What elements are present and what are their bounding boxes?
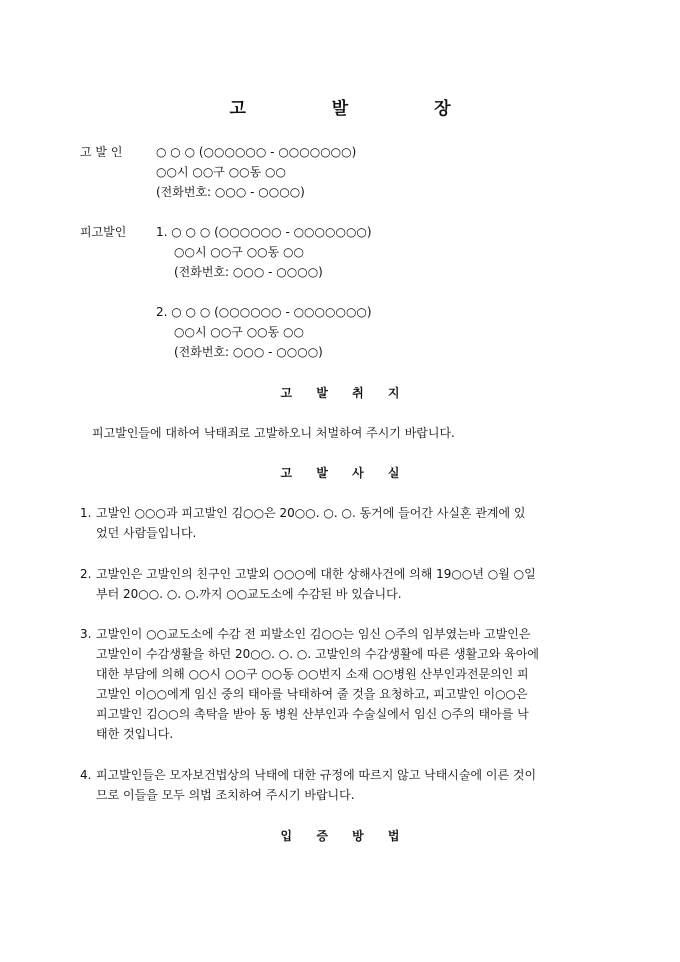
complainant-name-line: ○ ○ ○ (○○○○○○ - ○○○○○○○) (156, 145, 357, 159)
fact-item-number: 3. (80, 627, 92, 641)
fact-line: 피고발인들은 모자보건법상의 낙태에 대한 규정에 따르지 않고 낙태시술에 이른 것이 (96, 768, 537, 782)
accused-1-phone: (전화번호: ○○○ - ○○○○) (174, 265, 323, 279)
accused-label: 피고발인 (80, 225, 127, 239)
complainant-phone: (전화번호: ○○○ - ○○○○) (156, 185, 305, 199)
fact-line: 고발인 ○○○과 피고발인 김○○은 20○○. ○. ○. 동거에 들어간 사실혼 관계에 있 (96, 506, 526, 520)
accused-2-phone: (전화번호: ○○○ - ○○○○) (174, 345, 323, 359)
fact-line: 고발인은 고발인의 친구인 고발외 ○○○에 대한 상해사건에 의해 19○○년 ○월 ○일 (96, 567, 536, 581)
fact-line: 대한 부담에 의해 ○○시 ○○구 ○○동 ○○번지 소재 ○○병원 산부인과전문의인 피 (96, 667, 529, 681)
fact-line: 고발인이 ○○교도소에 수감 전 피발소인 김○○는 임신 ○주의 임부였는바 고발인은 (96, 627, 531, 641)
fact-line: 었던 사람들입니다. (96, 526, 197, 540)
purpose-text: 피고발인들에 대하여 낙태죄로 고발하오니 처벌하여 주시기 바랍니다. (92, 426, 455, 440)
fact-line: 태한 것입니다. (96, 727, 174, 741)
purpose-heading: 고 발 취 지 (280, 386, 410, 400)
complainant-address: ○○시 ○○구 ○○동 ○○ (156, 165, 286, 179)
accused-2-name-line: 2. ○ ○ ○ (○○○○○○ - ○○○○○○○) (156, 305, 372, 319)
accused-2-address: ○○시 ○○구 ○○동 ○○ (174, 325, 304, 339)
accused-1-name-line: 1. ○ ○ ○ (○○○○○○ - ○○○○○○○) (156, 225, 372, 239)
accused-1-address: ○○시 ○○구 ○○동 ○○ (174, 245, 304, 259)
fact-item-number: 4. (80, 768, 92, 782)
document-title: 고 발 장 (229, 99, 491, 119)
facts-heading: 고 발 사 실 (280, 466, 410, 480)
fact-line: 피고발인 김○○의 촉탁을 받아 동 병원 산부인과 수술실에서 임신 ○주의 태아를 낙 (96, 707, 529, 721)
fact-line: 고발인 이○○에게 임신 중의 태아를 낙태하여 줄 것을 요청하고, 피고발인 이○○은 (96, 687, 528, 701)
fact-item-number: 1. (80, 506, 92, 520)
fact-line: 므로 이들을 모두 의법 조치하여 주시기 바랍니다. (96, 788, 355, 802)
fact-line: 고발인이 수감생활을 하던 20○○. ○. ○. 고발인의 수감생활에 따른 생활고와 육아에 (96, 647, 539, 661)
evidence-heading: 입 증 방 법 (280, 829, 410, 843)
fact-line: 부터 20○○. ○. ○.까지 ○○교도소에 수감된 바 있습니다. (96, 587, 402, 601)
complainant-label: 고 발 인 (80, 145, 123, 159)
fact-item-number: 2. (80, 567, 92, 581)
